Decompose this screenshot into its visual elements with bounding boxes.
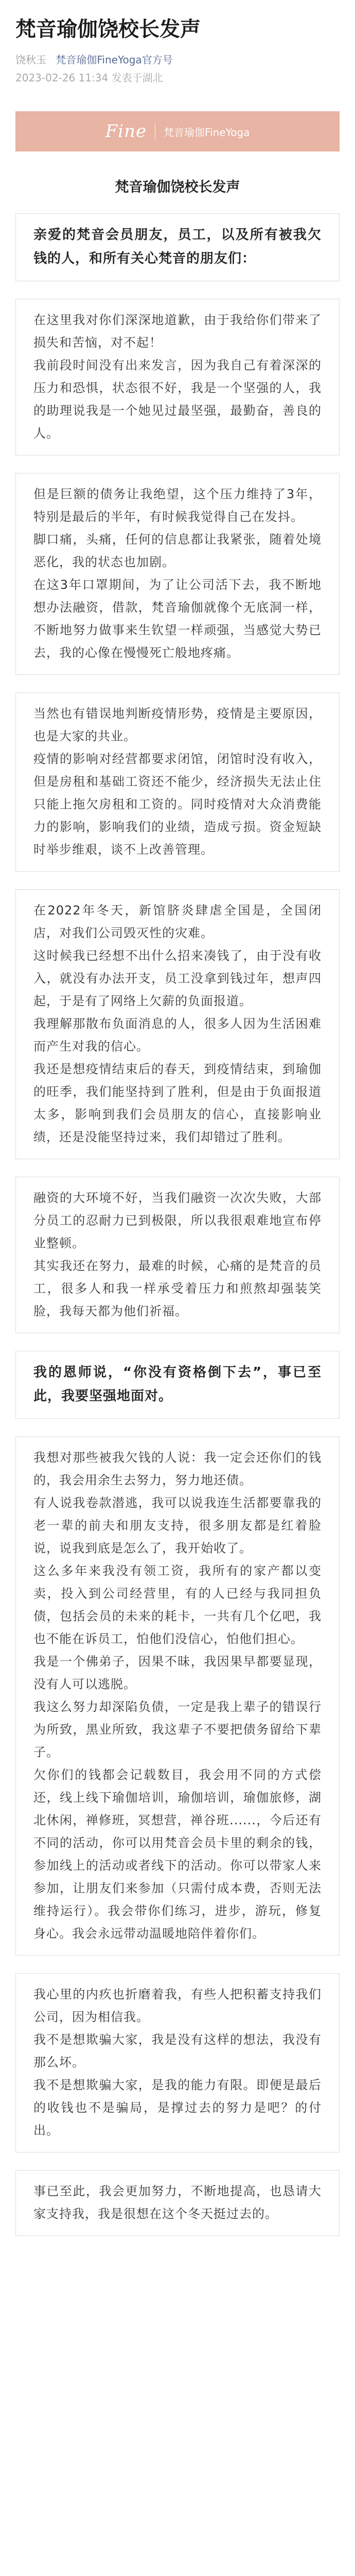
paragraph-line: 这时候我已经想不出什么招来凑钱了，由于没有收入，就没有办法开支，员工没拿到钱过年，想声四起，于是有了网络上欠薪的负面报道。: [33, 948, 322, 1008]
paragraph-line: 疫情的影响对经营都要求闭馆，闭馆时没有收入，但是房租和基础工资还不能少，经济损失无法止住只能上拖欠房租和工资的。同时疫情对大众消费能力的影响，影响我们的业绩，造成亏损。资金短缺时举步维艰，谈不上改善管理。: [33, 752, 322, 857]
paragraph-line: 当然也有错误地判断疫情形势，疫情是主要原因，也是大家的共业。: [33, 706, 322, 743]
paragraph-line: 欠你们的钱都会记载数目，我会用不同的方式偿还，线上线下瑜伽培训，瑜伽培训，瑜伽旅修，湖北休闲，禅修班，冥想营，禅谷班......，今后还有不同的活动，你可以用梵音会员卡里的剩余的钱，参加线上的活动或者线下的活动。你可以带家人来参加，让朋友们来参加（只需付成本费，否则无法维持运行）。我会带你们练习，进步，游玩，修复身心。我会永远带动温暖地陪伴着你们。: [33, 1768, 322, 1941]
paragraph-box: [15, 473, 340, 675]
publish-location: 发表于湖北: [111, 72, 163, 84]
paragraph-line: 我心里的内疚也折磨着我，有些人把积蓄支持我们公司，因为相信我。: [33, 1987, 322, 2024]
paragraph-line: 但是巨额的债务让我绝望，这个压力维持了3年，特别是最后的半年，有时候我觉得自己在发抖。: [33, 487, 322, 524]
brand-banner: [15, 111, 340, 151]
author-name[interactable]: 饶秋玉: [15, 54, 46, 66]
account-link[interactable]: 梵音瑜伽FineYoga官方号: [56, 54, 173, 66]
paragraph-line: 融资的大环境不好，当我们融资一次次失败，大部分员工的忍耐力已到极限，所以我很艰难地宣布停业整顿。: [33, 1191, 322, 1250]
paragraph-line: 我还是想疫情结束后的春天，到疫情结束，到瑜伽的旺季，我们能坚持到了胜利，但是由于负面报道太多，影响到我们会员朋友的信心，直接影响业绩，还是没能坚持过来，我们却错过了胜利。: [33, 1062, 322, 1144]
paragraph-line: 我不是想欺骗大家，是我的能力有限。即便是最后的收钱也不是骗局，是撑过去的努力是吧？的付出。: [33, 2078, 322, 2138]
paragraph-line: 我前段时间没有出来发言，因为我自己有着深深的压力和恐惧，状态很不好，我是一个坚强的人，我的助理说我是一个她见过最坚强，最勤奋，善良的人。: [33, 358, 322, 440]
paragraph-box: [15, 1351, 340, 1419]
paragraph-box: [15, 889, 340, 1159]
paragraph-box: [15, 692, 340, 872]
paragraph-line: 亲爱的梵音会员朋友，员工，以及所有被我欠钱的人，和所有关心梵音的朋友们：: [33, 227, 322, 266]
paragraph-line: 我是一个佛弟子，因果不昧，我因果早都要显现，没有人可以逃脱。: [33, 1654, 322, 1691]
paragraph-line: 在这里我对你们深深地道歉，由于我给你们带来了损失和苦恼，对不起！: [33, 313, 322, 350]
paragraph-line: 我理解那散布负面消息的人，很多人因为生活困难而产生对我的信心。: [33, 1016, 322, 1054]
paragraph-line: 这么多年来我没有领工资，我所有的家产都以变卖，投入到公司经营里，有的人已经与我同担负债，包括会员的未来的耗卡，一共有几个亿吧，我也不能在诉员工，怕他们没信心，怕他们担心。: [33, 1564, 322, 1646]
banner-text: 梵音瑜伽FineYoga: [164, 126, 250, 139]
paragraph-box: [15, 1177, 340, 1333]
paragraph-line: 其实我还在努力，最难的时候，心痛的是梵音的员工，很多人和我一样承受着压力和煎熬却强装笑脸，我每天都为他们祈福。: [33, 1259, 322, 1318]
paragraph-box: [15, 213, 340, 281]
paragraph-line: 有人说我卷款潜逃，我可以说我连生活都要靠我的老一辈的前夫和朋友支持，很多朋友都是红着脸说，说我到底是怎么了，我开始收了。: [33, 1496, 322, 1555]
paragraph-line: 脚口痛，头痛，任何的信息都让我紧张，随着处境恶化，我的状态也加剧。: [33, 532, 322, 569]
paragraph-line: 在这3年口罩期间，为了让公司活下去，我不断地想办法融资，借款，梵音瑜伽就像个无底洞一样，不断地努力做事来生钦望一样顽强，当感觉大势已去，我的心像在慢慢死亡般地疼痛。: [33, 578, 322, 660]
document-title: 梵音瑜伽饶校长发声: [115, 179, 240, 195]
paragraph-line: 我的恩师说，“你没有资格倒下去”，事已至此，我要坚强地面对。: [33, 1365, 322, 1404]
paragraph-line: 我想对那些被我欠钱的人说：我一定会还你们的钱的，我会用余生去努力，努力地还债。: [33, 1450, 322, 1487]
article-meta: [0, 44, 355, 68]
brand-logo: Fine: [105, 121, 147, 142]
paragraph-line: 在2022年冬天，新馆脐炎肆虐全国是，全国闭店，对我们公司毁灭性的灾难。: [33, 903, 322, 940]
paragraph-box: [15, 299, 340, 455]
article-title: 梵音瑜伽饶校长发声: [15, 18, 201, 41]
paragraph-line: 我这么努力却深陷负债，一定是我上辈子的错误行为所致，黑业所致，我这辈子不要把债务留给下辈子。: [33, 1700, 322, 1759]
paragraph-box: [15, 2170, 340, 2236]
paragraph-box: [15, 1973, 340, 2153]
paragraph-line: 我不是想欺骗大家，我是没有这样的想法，我没有那么坏。: [33, 2032, 322, 2070]
publish-datetime: 2023-02-26 11:34: [15, 72, 109, 84]
paragraph-box: [15, 1436, 340, 1956]
article-meta-line2: [0, 68, 355, 86]
article-content: [0, 213, 355, 2236]
paragraph-line: 事已至此，我会更加努力，不断地提高，也恳请大家支持我，我是很想在这个冬天挺过去的。: [33, 2184, 322, 2221]
